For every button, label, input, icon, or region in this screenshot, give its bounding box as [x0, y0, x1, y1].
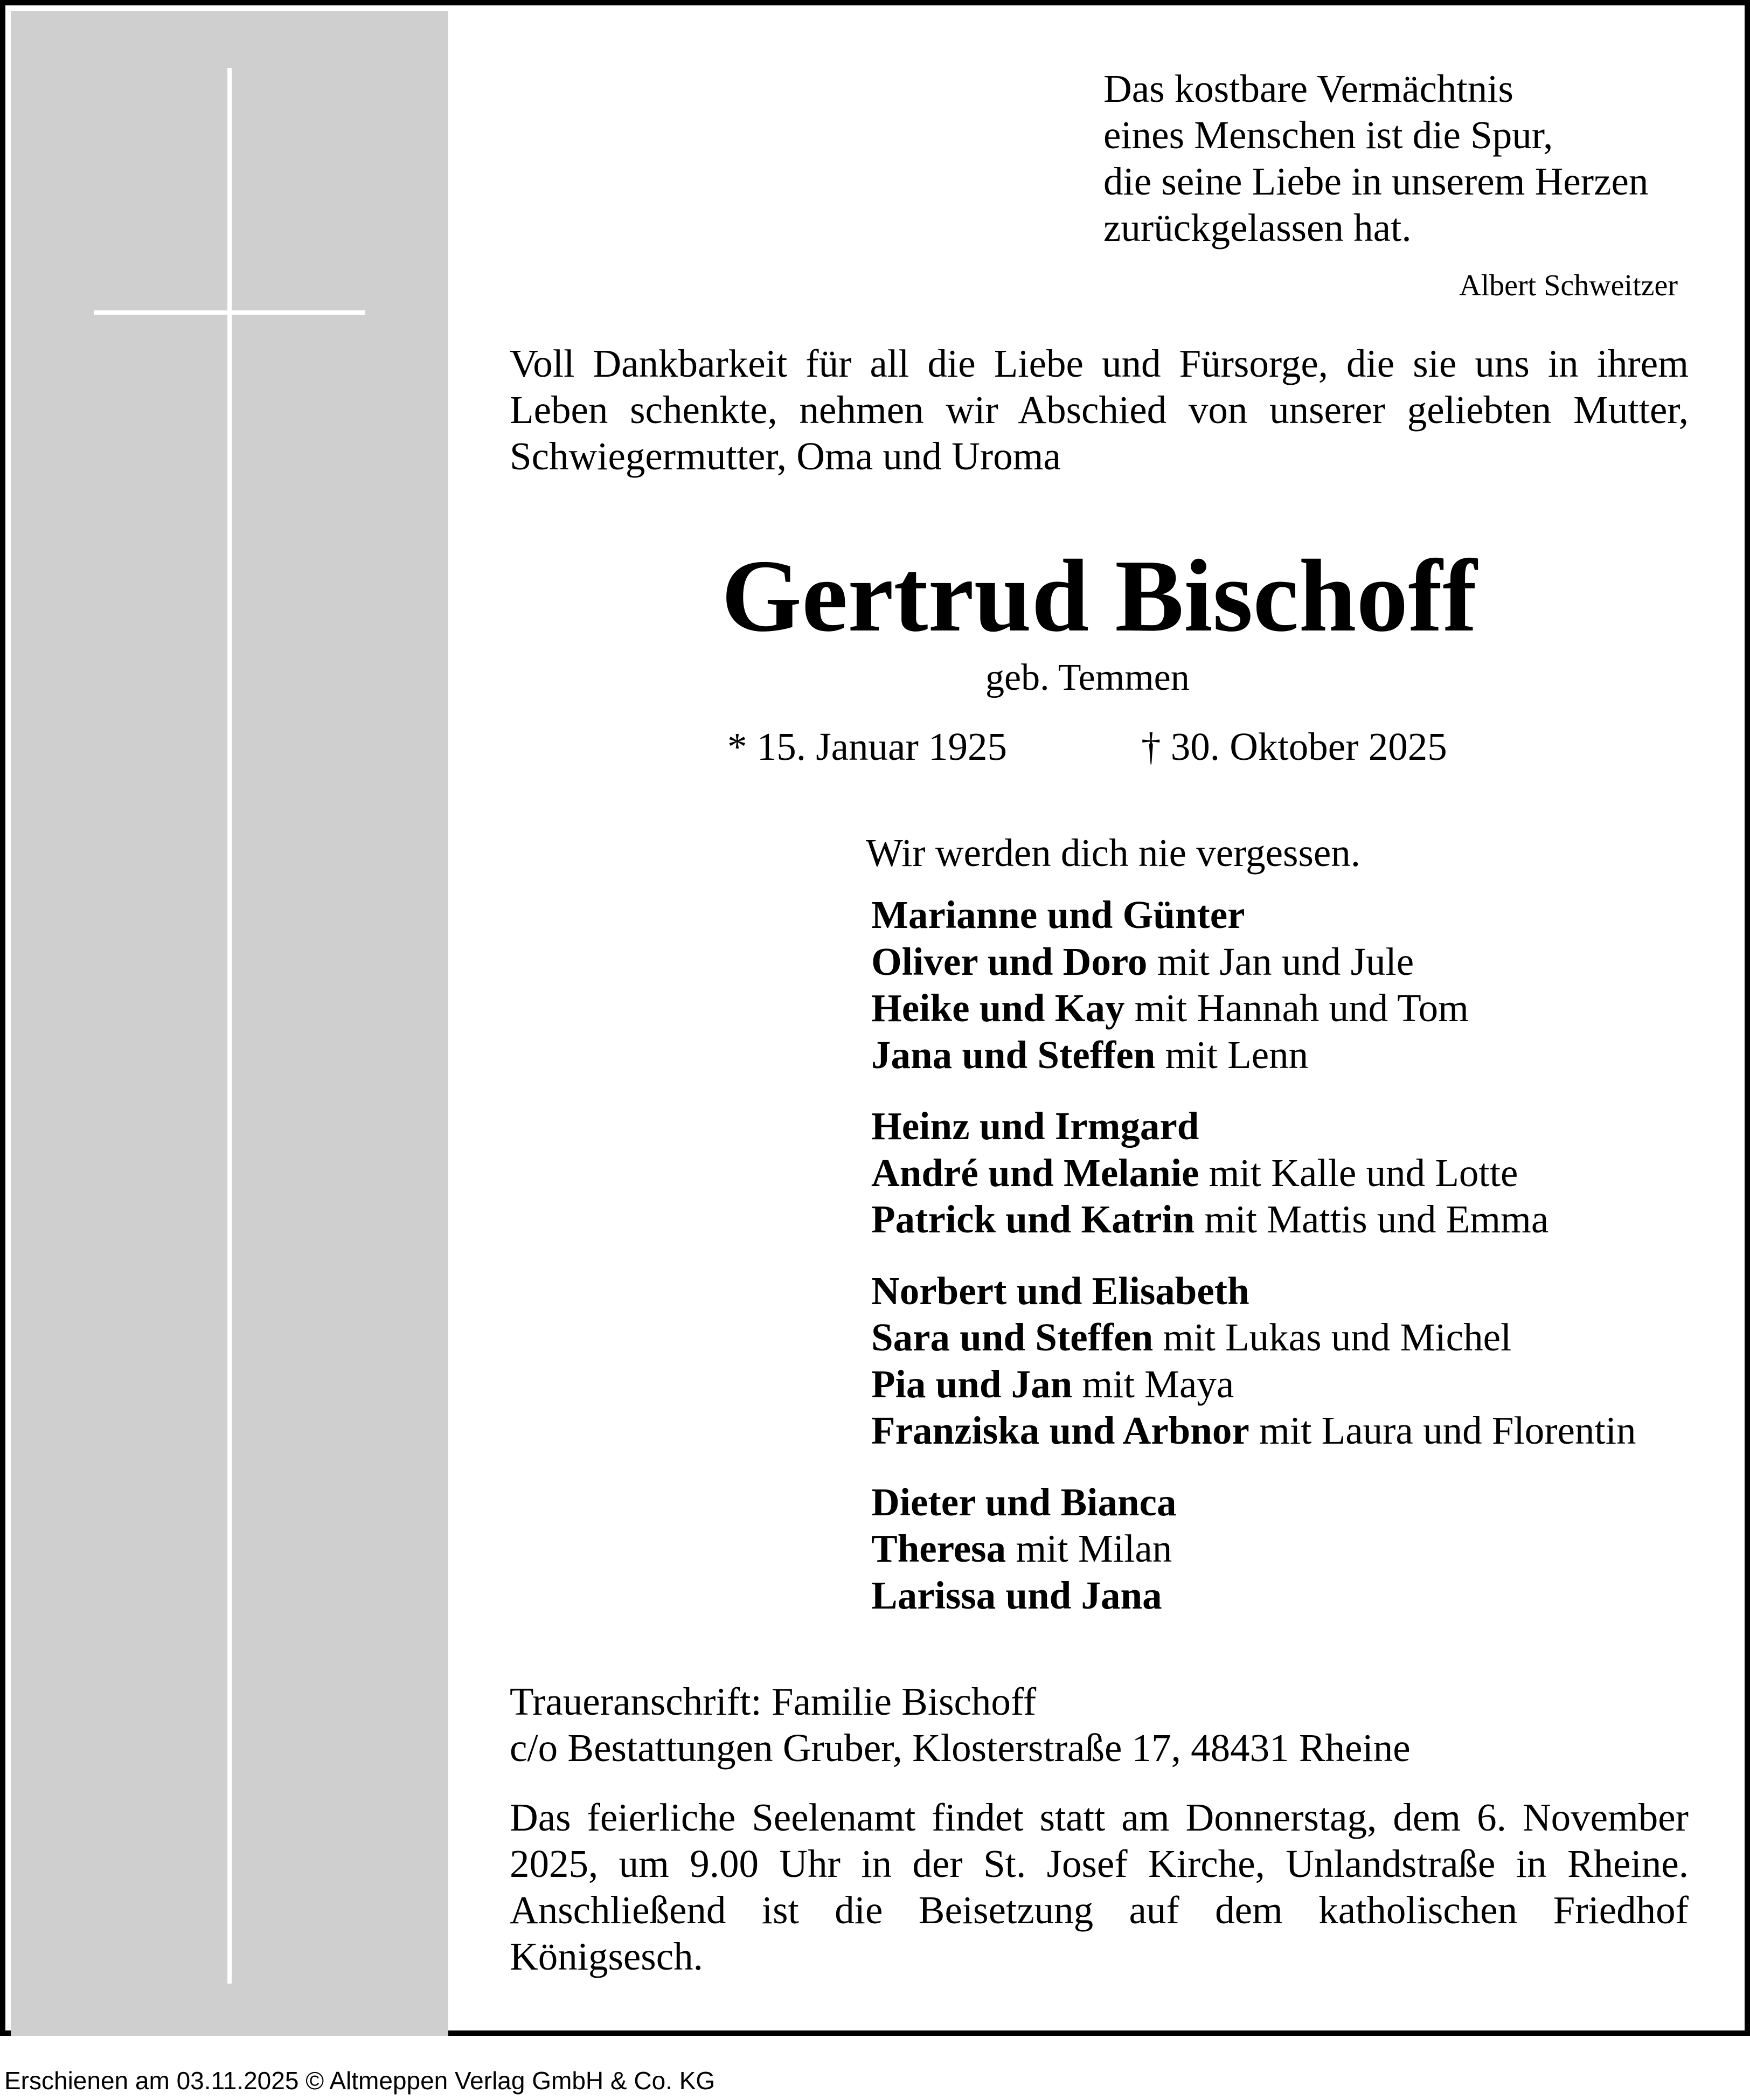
- quote-line: zurückgelassen hat.: [1103, 206, 1412, 249]
- family-names: Sara und Steffen: [871, 1315, 1154, 1359]
- family-names: Pia und Jan: [871, 1362, 1073, 1406]
- family-children: mit Maya: [1072, 1362, 1234, 1406]
- publication-footer: Erschienen am 03.11.2025 © Altmeppen Verlag GmbH & Co. KG: [4, 2067, 716, 2095]
- quote-line: Das kostbare Vermächtnis: [1103, 67, 1513, 110]
- family-line: [871, 1479, 1636, 1526]
- family-children: mit Lenn: [1155, 1032, 1309, 1077]
- family-names: Patrick und Katrin: [871, 1197, 1195, 1241]
- family-names: Oliver und Doro: [871, 939, 1148, 983]
- family-group: [871, 892, 1636, 1078]
- family-group: [871, 1479, 1636, 1619]
- farewell-line: Wir werden dich nie vergessen.: [866, 831, 1361, 875]
- mourners-list: [871, 892, 1636, 1644]
- family-names: Larissa und Jana: [871, 1573, 1162, 1617]
- family-names: Heinz und Irmgard: [871, 1104, 1199, 1148]
- family-line: [871, 1361, 1636, 1408]
- cross-icon-vertical-beam: [227, 68, 232, 1984]
- address-line: Traueranschrift: Familie Bischoff: [510, 1680, 1037, 1723]
- family-line: [871, 1314, 1636, 1361]
- family-line: [871, 1572, 1636, 1619]
- family-children: mit Mattis und Emma: [1195, 1197, 1549, 1241]
- service-info: Das feierliche Seelenamt findet statt am Donnerstag, dem 6. November 2025, um 9.00 Uhr in der St. Josef Kirche, Unlandstraße in Rheine. Anschließend ist die Beisetzung auf dem katholischen Friedhof Königsesch.: [510, 1796, 1689, 1978]
- family-line: [871, 985, 1636, 1032]
- family-line: [871, 1408, 1636, 1454]
- family-children: mit Hannah und Tom: [1124, 986, 1469, 1030]
- family-line: [871, 1196, 1636, 1243]
- maiden-name: geb. Temmen: [985, 657, 1190, 698]
- family-names: Norbert und Elisabeth: [871, 1269, 1249, 1313]
- family-names: Jana und Steffen: [871, 1032, 1156, 1077]
- family-names: Marianne und Günter: [871, 893, 1245, 937]
- family-line: [871, 892, 1636, 939]
- side-panel: [11, 11, 448, 2036]
- family-children: mit Laura und Florentin: [1249, 1409, 1636, 1452]
- family-group: [871, 1103, 1636, 1243]
- family-children: mit Kalle und Lotte: [1199, 1151, 1518, 1195]
- family-line: [871, 1032, 1636, 1079]
- intro-text: Voll Dankbarkeit für all die Liebe und Fürsorge, die sie uns in ihrem Leben schenkte, nehmen wir Abschied von unserer geliebten Mutter, Schwiegermutter, Oma und Uroma: [510, 342, 1689, 478]
- family-line: [871, 1526, 1636, 1572]
- family-line: [871, 1103, 1636, 1150]
- family-children: mit Lukas und Michel: [1153, 1315, 1512, 1359]
- family-names: Franziska und Arbnor: [871, 1409, 1249, 1452]
- birth-date: * 15. Januar 1925: [727, 725, 1008, 768]
- family-names: Dieter und Bianca: [871, 1480, 1177, 1524]
- mourning-address: [510, 1679, 1411, 1771]
- family-line: [871, 939, 1636, 986]
- family-line: [871, 1150, 1636, 1197]
- quote-line: eines Menschen ist die Spur,: [1103, 113, 1553, 157]
- death-date: † 30. Oktober 2025: [1141, 725, 1447, 768]
- family-children: mit Jan und Jule: [1147, 939, 1414, 983]
- address-line: c/o Bestattungen Gruber, Klosterstraße 17, 48431 Rheine: [510, 1726, 1411, 1770]
- family-children: mit Milan: [1006, 1527, 1172, 1570]
- quote-line: die seine Liebe in unserem Herzen: [1103, 160, 1649, 203]
- family-names: Heike und Kay: [871, 986, 1125, 1030]
- family-line: [871, 1268, 1636, 1315]
- quote-author: Albert Schweitzer: [1459, 269, 1678, 302]
- quote: [1103, 66, 1648, 251]
- family-names: Theresa: [871, 1527, 1006, 1570]
- family-names: André und Melanie: [871, 1151, 1199, 1195]
- cross-icon-horizontal-beam: [94, 310, 365, 315]
- deceased-name: Gertrud Bischoff: [721, 538, 1477, 653]
- family-group: [871, 1268, 1636, 1454]
